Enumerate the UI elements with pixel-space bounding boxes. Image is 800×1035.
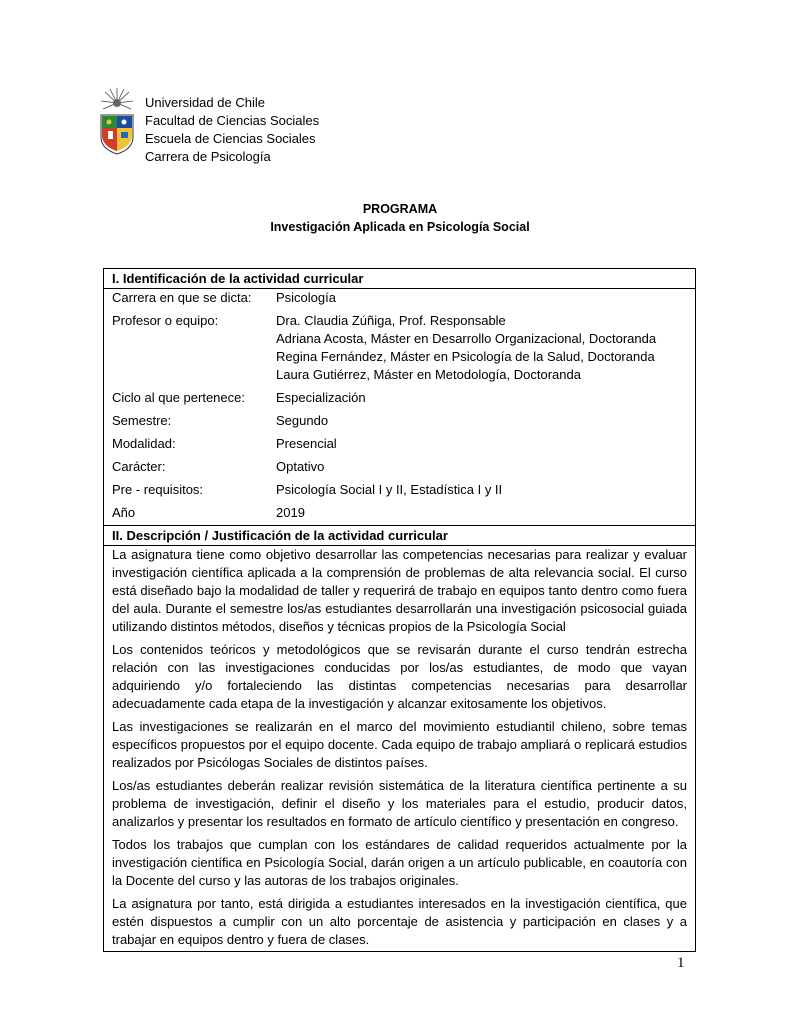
field-label: Pre - requisitos: bbox=[112, 482, 204, 497]
field-label: Profesor o equipo: bbox=[112, 313, 219, 328]
description-paragraph: Todos los trabajos que cumplan con los estándares de calidad requeridos actualmente por la investigación científica en Psicología Social, darán origen a un artículo publicable, en coautoría con la Docente del curso y las autoras de los trabajos originales. bbox=[112, 837, 687, 888]
section2-heading: II. Descripción / Justificación de la actividad curricular bbox=[104, 526, 696, 546]
field-value: Presencial bbox=[276, 436, 337, 451]
identification-fields bbox=[104, 289, 696, 526]
field-semestre bbox=[112, 412, 687, 430]
title-line-programa: PROGRAMA bbox=[362, 202, 438, 216]
field-prerequisitos bbox=[112, 481, 687, 499]
institution-header bbox=[98, 87, 498, 164]
field-value: Psicología bbox=[276, 290, 336, 305]
field-value: Psicología Social I y II, Estadística I y II bbox=[276, 482, 503, 497]
field-value: Segundo bbox=[276, 413, 329, 428]
field-label: Modalidad: bbox=[112, 436, 176, 451]
professor-line: Adriana Acosta, Máster en Desarrollo Organizacional, Doctoranda bbox=[276, 331, 657, 346]
professor-line: Regina Fernández, Máster en Psicología de la Salud, Doctoranda bbox=[276, 349, 655, 364]
field-label: Año bbox=[112, 505, 136, 520]
field-label: Semestre: bbox=[112, 413, 172, 428]
field-value: Optativo bbox=[276, 459, 325, 474]
field-label: Carrera en que se dicta: bbox=[112, 290, 252, 305]
description-paragraph: Los/as estudiantes deberán realizar revisión sistemática de la literatura científica pertinente a su problema de investigación, definir el diseño y los materiales para el estudio, producir datos, analizarlos y presentar los resultados en formato de artículo científico y presentación en congreso. bbox=[112, 778, 687, 829]
description-paragraph: La asignatura tiene como objetivo desarrollar las competencias necesarias para realizar y evaluar investigación científica aplicada a la comprensión de problemas de alta relevancia social. El curso está diseñado bajo la modalidad de taller y requerirá de trabajo en equipos tanto dentro como fuera del aula. Durante el semestre los/as estudiantes desarrollarán una investigación psicosocial guiada utilizando distintos métodos, diseños y técnicas propios de la Psicología Social bbox=[112, 547, 687, 634]
school-name: Escuela de Ciencias Sociales bbox=[145, 131, 316, 146]
field-label: Carácter: bbox=[112, 459, 166, 474]
field-profesor bbox=[112, 312, 687, 384]
field-label: Ciclo al que pertenece: bbox=[112, 390, 245, 405]
program-table bbox=[103, 268, 696, 952]
professor-line: Laura Gutiérrez, Máster en Metodología, Doctoranda bbox=[276, 367, 581, 382]
field-value: 2019 bbox=[276, 505, 305, 520]
career-name: Carrera de Psicología bbox=[145, 149, 271, 164]
document-title bbox=[0, 200, 800, 236]
description-paragraph: Las investigaciones se realizarán en el marco del movimiento estudiantil chileno, sobre temas específicos propuestos por el equipo docente. Cada equipo de trabajo ampliará o replicará estudios realizados por Psicólogas Sociales de distintos países. bbox=[112, 719, 687, 770]
field-ciclo bbox=[112, 389, 687, 407]
field-value-list bbox=[276, 312, 687, 384]
title-line-course: Investigación Aplicada en Psicología Social bbox=[270, 220, 530, 234]
professor-line: Dra. Claudia Zúñiga, Prof. Responsable bbox=[276, 313, 506, 328]
field-carrera bbox=[112, 289, 687, 307]
university-name: Universidad de Chile bbox=[145, 95, 265, 110]
field-modalidad bbox=[112, 435, 687, 453]
institution-lines bbox=[145, 94, 319, 166]
description-body bbox=[104, 546, 696, 952]
field-value: Especialización bbox=[276, 390, 366, 405]
page-number: 1 bbox=[677, 955, 685, 971]
field-anio bbox=[112, 504, 687, 522]
university-crest-icon bbox=[98, 87, 136, 155]
section1-heading: I. Identificación de la actividad curricular bbox=[104, 269, 696, 289]
faculty-name: Facultad de Ciencias Sociales bbox=[145, 113, 320, 128]
field-caracter bbox=[112, 458, 687, 476]
description-paragraph: La asignatura por tanto, está dirigida a estudiantes interesados en la investigación científica, que estén dispuestos a cumplir con un alto porcentaje de asistencia y participación en clases y a trabajar en equipos dentro y fuera de clases. bbox=[112, 896, 687, 947]
description-paragraph: Los contenidos teóricos y metodológicos que se revisarán durante el curso tendrán estrecha relación con las investigaciones conducidas por los/as estudiantes, de modo que vayan adquiriendo y/o fortaleciendo las distintas competencias necesarias para desarrollar adecuadamente cada etapa de la investigación y alcanzar exitosamente los objetivos. bbox=[112, 642, 687, 711]
